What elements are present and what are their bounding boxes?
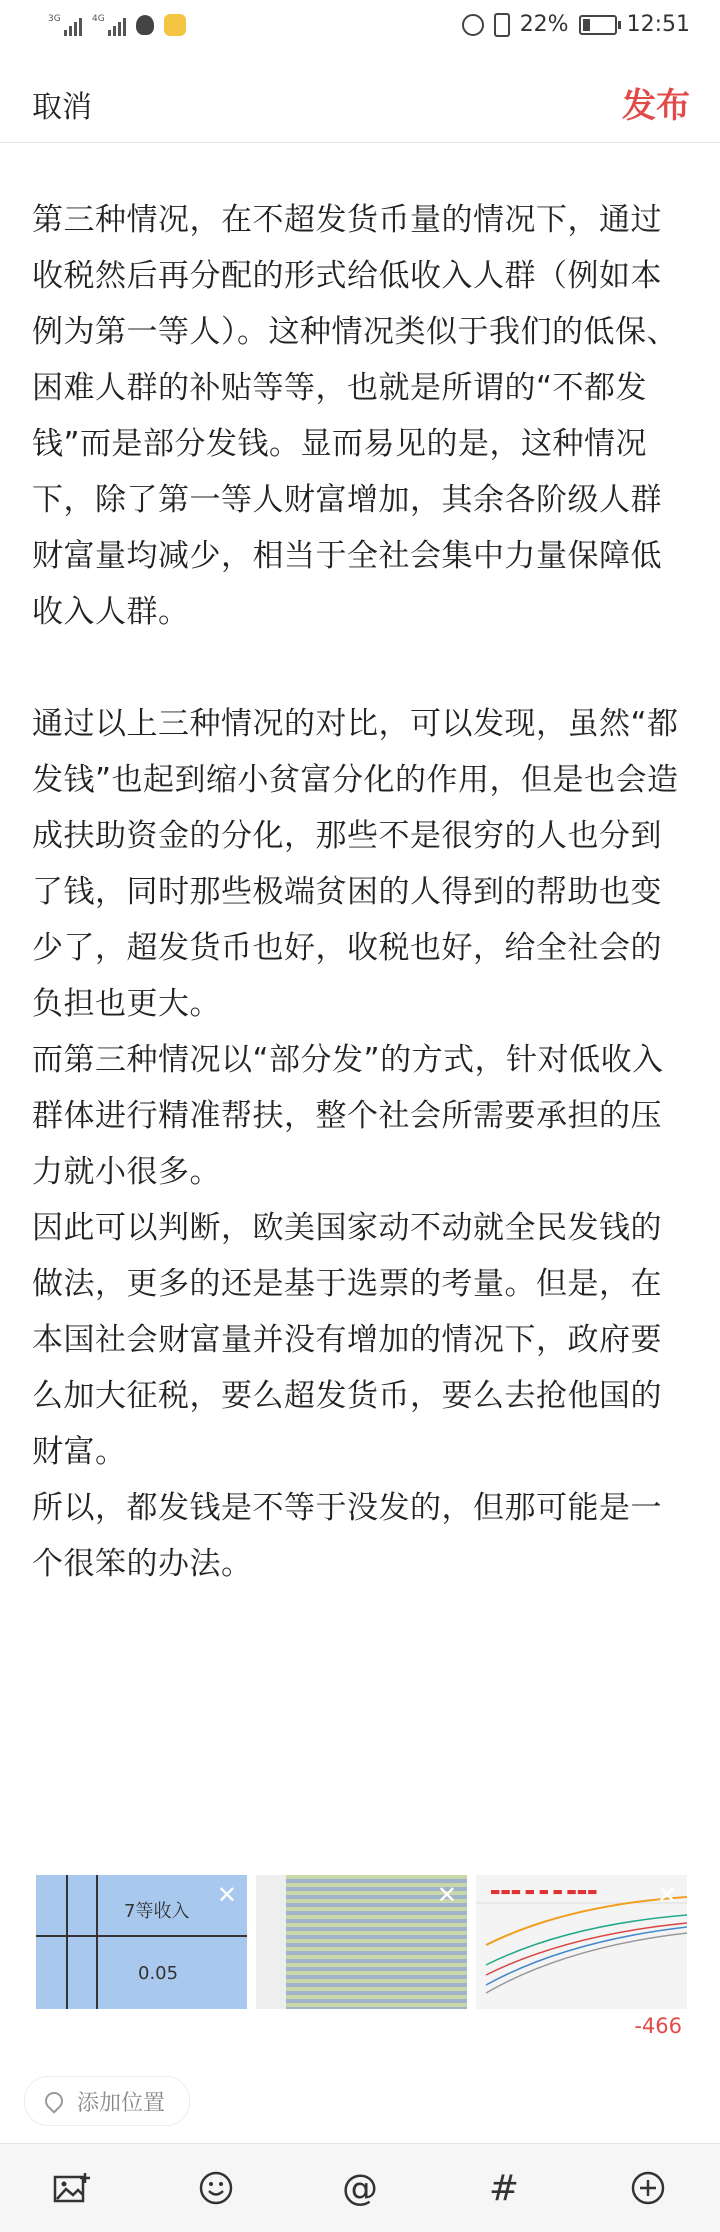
image-add-icon[interactable]	[42, 2158, 102, 2218]
alarm-icon	[462, 14, 484, 36]
cancel-button[interactable]: 取消	[32, 90, 92, 125]
vibrate-icon	[494, 13, 510, 37]
mention-button[interactable]: @	[342, 2167, 378, 2209]
thumbnail-chart-graphic	[476, 1875, 687, 2009]
remove-image-icon[interactable]: ✕	[436, 1881, 457, 1909]
top-bar	[0, 56, 720, 143]
publish-button[interactable]: 发布	[622, 86, 690, 126]
emoji-icon[interactable]	[186, 2158, 246, 2218]
paragraph: 因此可以判断，欧美国家动不动就全民发钱的做法，更多的还是基于选票的考量。但是，在本国社会财富量并没有增加的情况下，政府要么加大征税，要么超发货币，要么去抢他国的财富。	[32, 1210, 662, 1470]
char-counter: -466	[634, 2014, 682, 2038]
image-attachments	[36, 1875, 687, 2009]
clock: 12:51	[626, 12, 690, 37]
location-pin-icon	[41, 2088, 66, 2113]
battery-icon	[579, 15, 617, 35]
remove-image-icon[interactable]: ✕	[216, 1881, 237, 1909]
location-label: 添加位置	[77, 2090, 166, 2116]
post-editor[interactable]	[32, 192, 692, 1592]
topic-button[interactable]: #	[488, 2167, 520, 2209]
thumbnail-text: 7等收入	[124, 1901, 190, 1922]
paragraph: 而第三种情况以“部分发”的方式，针对低收入群体进行精准帮扶，整个社会所需要承担的压力就小很多。	[32, 1042, 664, 1190]
add-location-button[interactable]	[24, 2076, 190, 2126]
thumbnail-title-graphic: ▬▬▬ ▬ ▬ ▬ ▬▬▬	[490, 1885, 598, 1898]
image-thumbnail[interactable]	[476, 1875, 687, 2009]
mail-icon	[164, 14, 186, 36]
qq-icon	[136, 15, 154, 35]
image-thumbnail[interactable]	[256, 1875, 467, 2009]
remove-image-icon[interactable]: ✕	[656, 1881, 677, 1909]
paragraph: 所以，都发钱是不等于没发的，但那可能是一个很笨的办法。	[32, 1490, 662, 1582]
thumbnail-text: 0.05	[138, 1963, 179, 1984]
paragraph: 第三种情况，在不超发货币量的情况下，通过收税然后再分配的形式给低收入人群（例如本例为第一等人）。这种情况类似于我们的低保、困难人群的补贴等等，也就是所谓的“不都发钱”而是部分发钱。显而易见的是，这种情况下，除了第一等人财富增加，其余各阶级人群财富量均减少，相当于全社会集中力量保障低收入人群。	[32, 202, 678, 630]
signal-icon: 3G	[48, 14, 82, 36]
status-bar	[0, 0, 720, 56]
bottom-toolbar	[0, 2143, 720, 2232]
plus-circle-icon[interactable]	[618, 2158, 678, 2218]
image-thumbnail[interactable]	[36, 1875, 247, 2009]
paragraph: 通过以上三种情况的对比，可以发现，虽然“都发钱”也起到缩小贫富分化的作用，但是也会造成扶助资金的分化，那些不是很穷的人也分到了钱，同时那些极端贫困的人得到的帮助也变少了，超发货币也好，收税也好，给全社会的负担也更大。	[32, 706, 679, 1022]
battery-percent: 22%	[519, 12, 569, 37]
signal-icon-2: 4G	[92, 14, 126, 36]
